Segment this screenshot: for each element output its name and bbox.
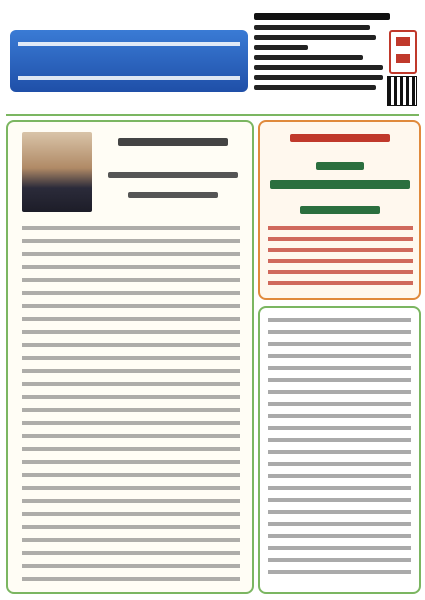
issue-info-line xyxy=(254,13,390,20)
issue-info-line xyxy=(254,55,363,60)
issue-info-line xyxy=(254,35,376,40)
plan-heading xyxy=(290,134,390,142)
circulation-stamp xyxy=(389,30,417,74)
greeting-body xyxy=(22,226,240,582)
issue-info-line xyxy=(254,25,370,30)
issue-info-line xyxy=(254,75,383,80)
issue-info xyxy=(254,8,390,108)
general-meeting-report xyxy=(258,306,421,594)
greeting-signatory xyxy=(128,192,218,198)
issue-info-line xyxy=(254,85,376,90)
issue-info-line xyxy=(254,45,308,50)
meeting-report-body xyxy=(268,318,411,582)
plan-policy-label xyxy=(300,206,380,214)
plan-policy-list xyxy=(268,226,413,292)
greeting-organization xyxy=(108,172,238,178)
newsletter-logo xyxy=(10,30,248,92)
greeting-article xyxy=(6,120,254,594)
plan-goal-label xyxy=(316,162,364,170)
masthead xyxy=(6,6,419,116)
issue-info-line xyxy=(254,65,383,70)
chairman-photo xyxy=(22,132,92,212)
logo-lettering xyxy=(18,42,240,80)
qr-code xyxy=(387,76,417,106)
greeting-title xyxy=(118,138,228,146)
plan-goal-text xyxy=(270,180,410,189)
annual-plan-box xyxy=(258,120,421,300)
